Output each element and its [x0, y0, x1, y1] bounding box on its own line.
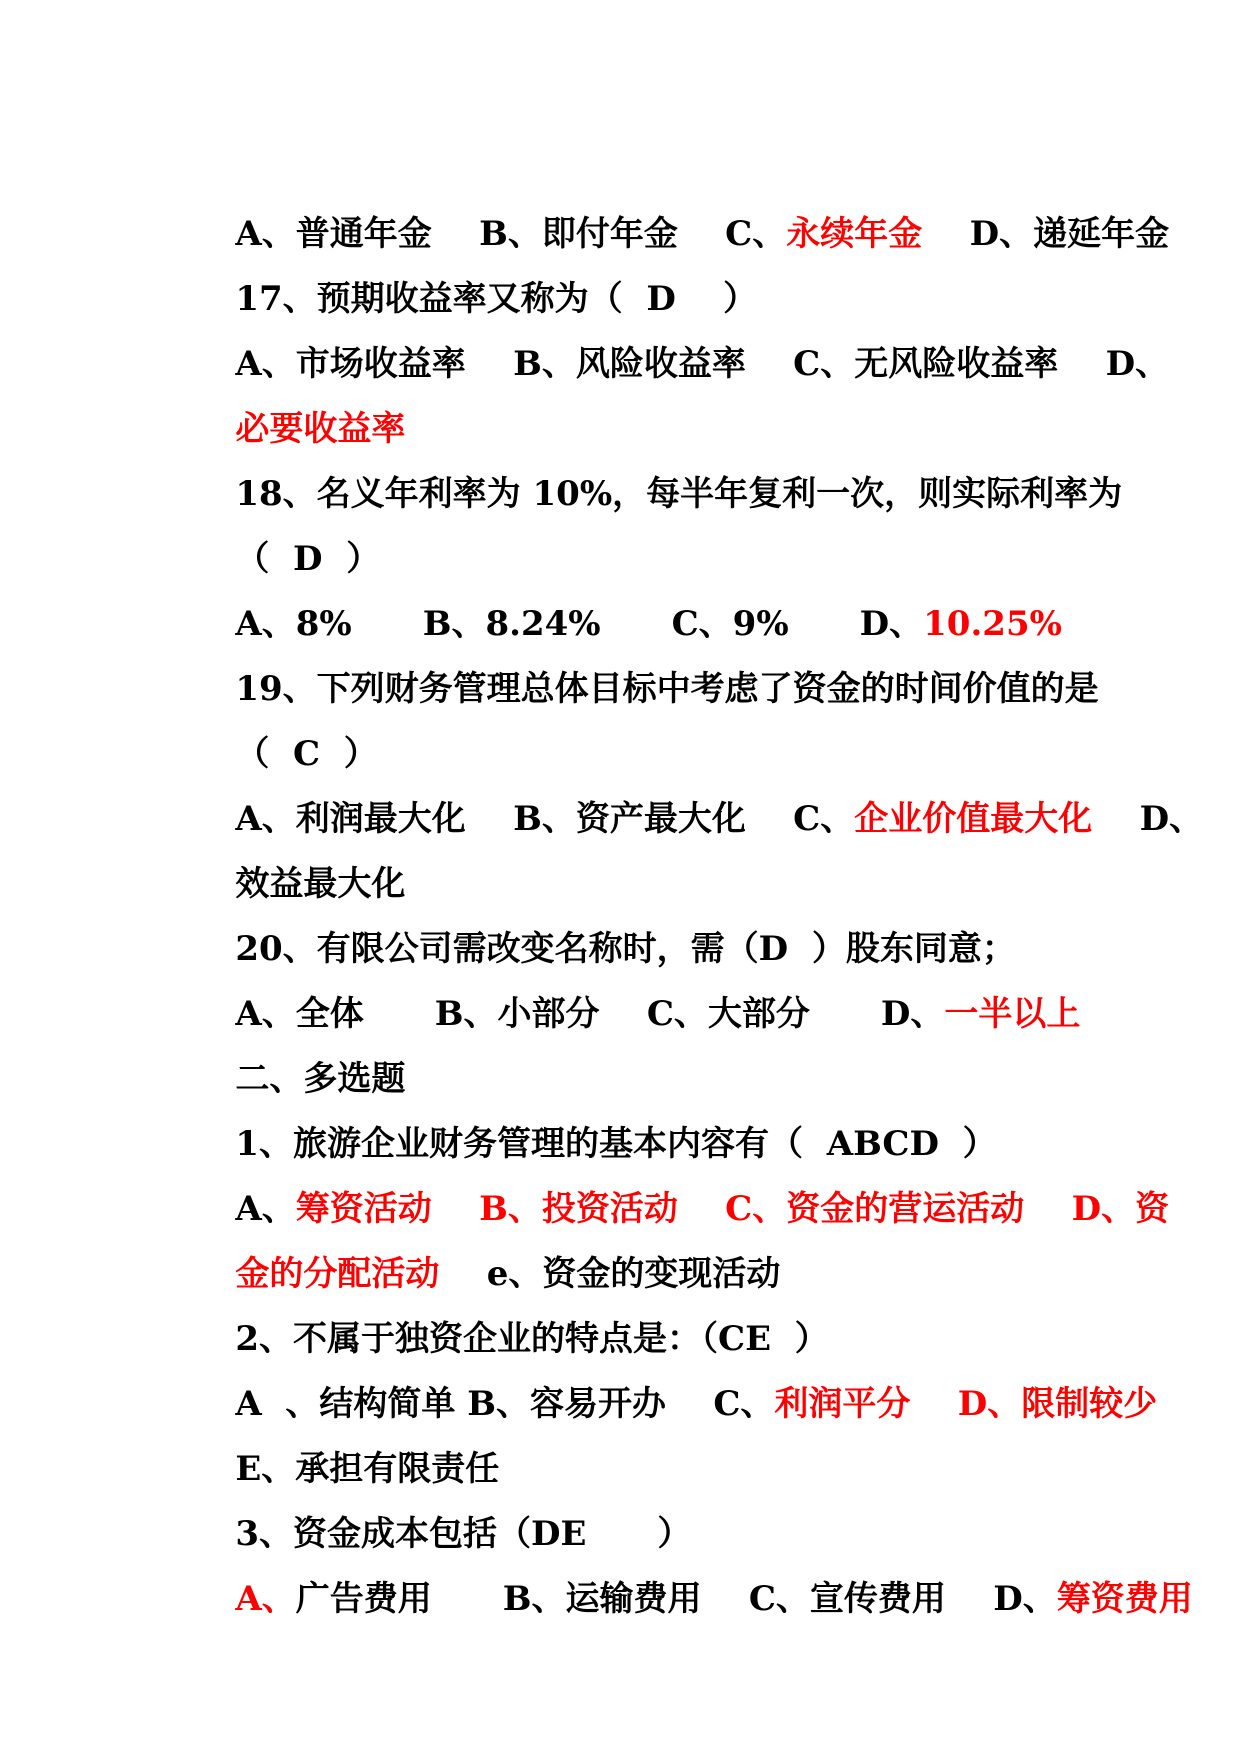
answer-text: 利润平分 D、限制较少	[774, 1384, 1158, 1424]
question-text: （ D ）	[235, 539, 381, 579]
answer-text: 金的分配活动	[235, 1254, 440, 1294]
question-text: 19、下列财务管理总体目标中考虑了资金的时间价值的是	[235, 669, 1099, 709]
answer-text: 10.25%	[923, 604, 1062, 644]
question-text: 3、资金成本包括（DE ）	[235, 1514, 692, 1554]
option-text: e、资金的变现活动	[439, 1254, 781, 1294]
question-text: 17、预期收益率又称为（ D ）	[235, 279, 758, 319]
answer-text: 永续年金	[786, 214, 923, 254]
document-page	[188, 156, 1204, 1619]
option-text: A、利润最大化 B、资产最大化 C、	[235, 799, 855, 839]
option-text: 效益最大化	[235, 864, 406, 904]
option-text: A、8% B、8.24% C、9% D、	[235, 604, 924, 644]
question-text: 2、不属于独资企业的特点是：（CE ）	[235, 1319, 829, 1359]
question-text: 18、名义年利率为 10%，每半年复利一次，则实际利率为	[235, 474, 1123, 514]
question-text: 20、有限公司需改变名称时，需（D ）股东同意；	[235, 929, 1016, 969]
answer-text: A、	[235, 1579, 296, 1619]
option-text: A 、结构简单 B、容易开办 C、	[235, 1384, 775, 1424]
option-text: E、承担有限责任	[235, 1449, 500, 1489]
answer-text: 必要收益率	[235, 409, 406, 449]
option-text: A、普通年金 B、即付年金 C、	[235, 214, 787, 254]
question-16-options	[188, 156, 1170, 254]
question-text: （ C ）	[235, 734, 378, 774]
option-text: D、递延年金	[922, 214, 1170, 254]
option-text: 广告费用 B、运输费用 C、宣传费用 D、	[295, 1579, 1057, 1619]
option-text: A、	[235, 1189, 296, 1229]
option-text: A、市场收益率 B、风险收益率 C、无风险收益率 D、	[235, 344, 1170, 384]
answer-text: 一半以上	[944, 994, 1081, 1034]
option-text: A、全体 B、小部分 C、大部分 D、	[235, 994, 945, 1034]
question-text: 1、旅游企业财务管理的基本内容有（ ABCD ）	[235, 1124, 997, 1164]
option-text: D、	[1092, 799, 1204, 839]
answer-text: 筹资活动 B、投资活动 C、资金的营运活动 D、资	[295, 1189, 1170, 1229]
answer-text: 企业价值最大化	[854, 799, 1093, 839]
section-heading-text: 二、多选题	[235, 1059, 406, 1099]
answer-text: 筹资费用	[1056, 1579, 1193, 1619]
